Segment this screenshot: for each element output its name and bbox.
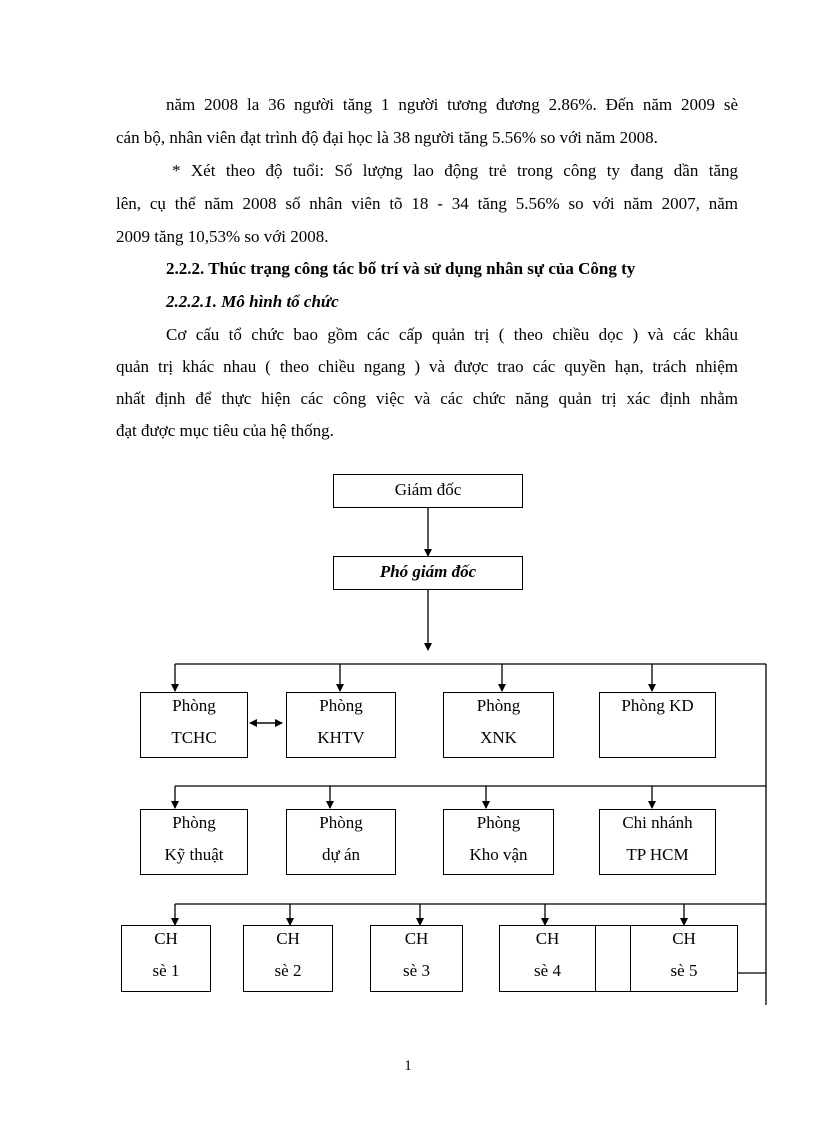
paragraph-line: lên, cụ thể năm 2008 số nhân viên tõ 18 - 34 tăng 5.56% so với năm 2007, năm (116, 194, 738, 213)
paragraph-line: * Xét theo độ tuổi: Số lượng lao động trẻ trong công ty đang dần tăng (172, 161, 738, 180)
store-label: CH (154, 929, 178, 948)
body-line: đạt được mục tiêu của hệ thống. (116, 421, 334, 440)
paragraph-line: cán bộ, nhân viên đạt trình độ đại học là 38 người tăng 5.56% so với năm 2008. (116, 128, 658, 147)
body-line: nhất định để thực hiện các công việc và các chức năng quản trị xác định nhằm (116, 389, 738, 408)
body-line: Cơ cấu tổ chức bao gồm các cấp quản trị ( theo chiều dọc ) và các khâu (166, 325, 738, 344)
dept-box-ky-thuat (140, 809, 248, 875)
dept-label: XNK (480, 728, 517, 747)
paragraph-line: năm 2008 la 36 người tăng 1 người tương đương 2.86%. Đến năm 2009 sè (166, 95, 738, 114)
dept-label: Phòng KD (621, 696, 694, 715)
store-box-gap (595, 925, 631, 992)
dept-label: Kỹ thuật (164, 845, 224, 864)
dept-label: Phòng (172, 813, 216, 832)
dept-box-khtv (286, 692, 396, 758)
page-number: 1 (404, 1058, 412, 1074)
store-box-3 (370, 925, 463, 992)
dept-label: KHTV (317, 728, 365, 747)
dept-label: Phòng (319, 696, 363, 715)
dept-label: TCHC (171, 728, 217, 747)
store-label: CH (672, 929, 696, 948)
dept-label: Chi nhánh (622, 813, 693, 832)
store-box-4 (499, 925, 596, 992)
dept-label: Kho vận (469, 845, 528, 864)
dept-box-xnk (443, 692, 554, 758)
store-label: sè 2 (274, 961, 302, 980)
dept-box-kd (599, 692, 716, 758)
dept-label: Phòng (172, 696, 216, 715)
store-label: sè 5 (670, 961, 698, 980)
subsection-heading: 2.2.2.1. Mô hình tổ chức (166, 292, 339, 311)
store-label: sè 3 (403, 961, 430, 980)
dept-label: TP HCM (626, 845, 689, 864)
dept-box-tchc (140, 692, 248, 758)
vice-director-label: Phó giám đốc (379, 562, 477, 581)
store-label: CH (535, 929, 560, 948)
section-heading: 2.2.2. Thúc trạng công tác bố trí và sử dụng nhân sự của Công ty (166, 259, 636, 278)
body-line: quản trị khác nhau ( theo chiều ngang ) và được trao các quyền hạn, trách nhiệm (116, 357, 738, 376)
dept-label: Phòng (476, 696, 521, 715)
dept-box-kho-van (443, 809, 554, 875)
store-label: CH (276, 929, 300, 948)
dept-label: Phòng (319, 813, 363, 832)
store-label: sè 4 (534, 961, 561, 980)
store-box-1 (121, 925, 211, 992)
paragraph-line: 2009 tăng 10,53% so với 2008. (116, 227, 329, 246)
store-label: sè 1 (152, 961, 180, 980)
dept-box-chi-nhanh (599, 809, 716, 875)
vice-director-box (333, 556, 523, 590)
store-box-5 (630, 925, 738, 992)
store-label: CH (404, 929, 429, 948)
director-box (333, 474, 523, 508)
director-label: Giám đốc (394, 480, 462, 499)
dept-label: dự án (321, 845, 360, 864)
dept-box-du-an (286, 809, 396, 875)
dept-label: Phòng (476, 813, 521, 832)
store-box-2 (243, 925, 333, 992)
